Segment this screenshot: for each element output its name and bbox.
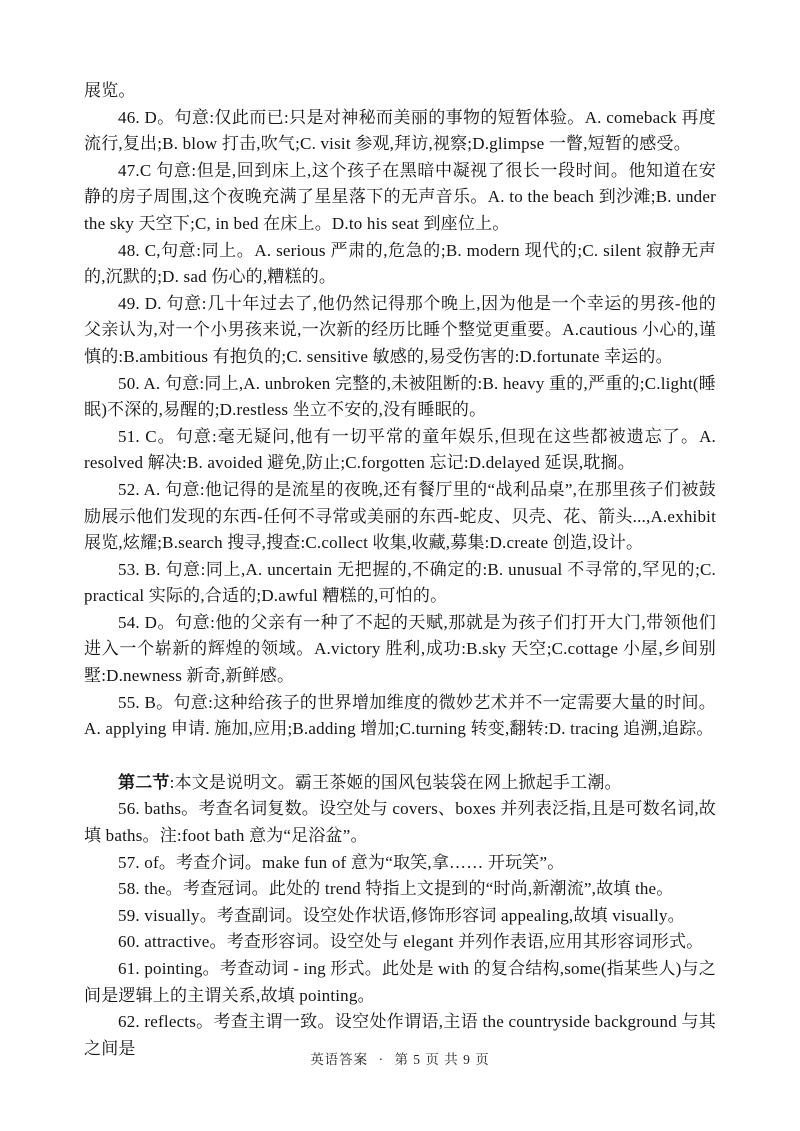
paragraph-answer-56: 56. baths。考查名词复数。设空处与 covers、boxes 并列表泛指,且是可数名词,故填 baths。注:foot bath 意为“足浴盆”。 [84, 799, 716, 846]
paragraph-answer-51: 51. C。句意:毫无疑问,他有一切平常的童年娱乐,但现在这些都被遗忘了。A. resolved 解决:B. avoided 避免,防止;C.forgotten 忘记:D.delayed 延误,耽搁。 [84, 426, 716, 473]
paragraph-answer-54: 54. D。句意:他的父亲有一种了不起的天赋,那就是为孩子们打开大门,带领他们进入一个崭新的辉煌的领域。A.victory 胜利,成功:B.sky 天空;C.cottage 小屋,乡间别墅:D.newness 新奇,新鲜感。 [84, 612, 716, 686]
paragraph-answer-55: 55. B。句意:这种给孩子的世界增加维度的微妙艺术并不一定需要大量的时间。A. applying 申请. 施加,应用;B.adding 增加;C.turning 转变,翻转:D. tracing 追溯,追踪。 [84, 692, 716, 739]
paragraph-answer-57: 57. of。考查介词。make fun of 意为“取笑,拿…… 开玩笑”。 [118, 852, 565, 872]
footer-doc-label: 英语答案 [310, 1052, 369, 1067]
paragraph-answer-61: 61. pointing。考查动词 - ing 形式。此处是 with 的复合结构,some(指某些人)与之间是逻辑上的主谓关系,故填 pointing。 [84, 959, 716, 1005]
paragraph-section-2-intro: 第二节:本文是说明文。霸王茶姬的国风包装袋在网上掀起手工潮。 [118, 772, 622, 792]
paragraph-answer-47: 47.C 句意:但是,回到床上,这个孩子在黑暗中凝视了很长一段时间。他知道在安静的房子周围,这个夜晚充满了星星落下的无声音乐。A. to the beach 到沙滩;B. under the sky 天空下;C, in bed 在床上。D.to his seat 到座位上。 [84, 160, 716, 233]
section-label: 第二节 [118, 772, 170, 792]
paragraph-carryover: 展览。 [84, 81, 136, 100]
paragraph-answer-50: 50. A. 句意:同上,A. unbroken 完整的,未被阻断的:B. heavy 重的,严重的;C.light(睡眠)不深的,易醒的;D.restless 坐立不安的,没有睡眠的。 [84, 373, 716, 420]
paragraph-answer-53: 53. B. 句意:同上,A. uncertain 无把握的,不确定的:B. unusual 不寻常的,罕见的;C. practical 实际的,合适的;D.awful 糟糕的,可怕的。 [84, 559, 716, 606]
footer-page-info: 第 5 页 共 9 页 [394, 1052, 490, 1067]
footer-separator: · [378, 1052, 385, 1067]
paragraph-answer-60: 60. attractive。考查形容词。设空处与 elegant 并列作表语,应用其形容词形式。 [118, 932, 704, 952]
paragraph-answer-48: 48. C,句意:同上。A. serious 严肃的,危急的;B. modern 现代的;C. silent 寂静无声的,沉默的;D. sad 伤心的,糟糕的。 [84, 240, 716, 287]
page-footer [0, 1048, 800, 1068]
paragraph-answer-59: 59. visually。考查副词。设空处作状语,修饰形容词 appealing,故填 visually。 [118, 905, 685, 925]
paragraph-answer-49: 49. D. 句意:几十年过去了,他仍然记得那个晚上,因为他是一个幸运的男孩-他的父亲认为,对一个小男孩来说,一次新的经历比睡个整觉更重要。A.cautious 小心的,谨慎的:B.ambitious 有抱负的;C. sensitive 敏感的,易受伤害的:D.fortunate 幸运的。 [84, 293, 716, 366]
answer-content [84, 78, 716, 1062]
paragraph-answer-58: 58. the。考查冠词。此处的 trend 特指上文提到的“时尚,新潮流”,故填 the。 [118, 879, 674, 899]
paragraph-answer-62: 62. reflects。考查主谓一致。设空处作谓语,主语 the countryside background 与其之间是 [84, 1012, 716, 1058]
paragraph-answer-46: 46. D。句意:仅此而已:只是对神秘而美丽的事物的短暂体验。A. comeback 再度流行,复出;B. blow 打击,吹气;C. visit 参观,拜访,视察;D.glimpse 一瞥,短暂的感受。 [84, 107, 716, 154]
paragraph-answer-52: 52. A. 句意:他记得的是流星的夜晚,还有餐厅里的“战利品桌”,在那里孩子们被鼓励展示他们发现的东西-任何不寻常或美丽的东西-蛇皮、贝壳、花、箭头...,A.exhibit 展览,炫耀;B.search 搜寻,搜查:C.collect 收集,收藏,募集:D.create 创造,设计。 [84, 479, 716, 553]
